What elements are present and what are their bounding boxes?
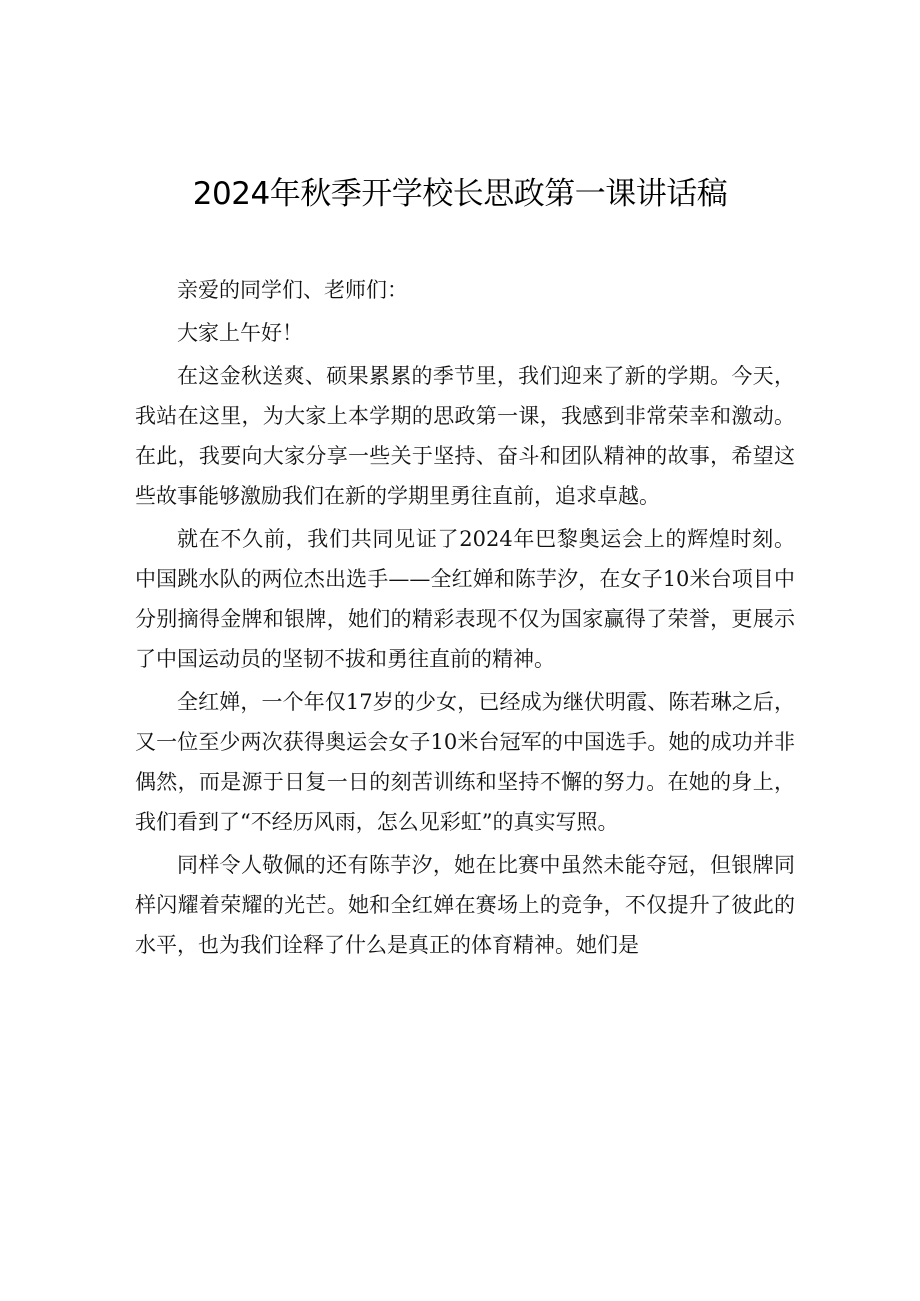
- document-title: 2024年秋季开学校长思政第一课讲话稿: [192, 176, 728, 212]
- paragraph-1: 在这金秋送爽、硕果累累的季节里，我们迎来了新的学期。今天，我站在这里，为大家上本学期的思政第一课，我感到非常荣幸和激动。在此，我要向大家分享一些关于坚持、奋斗和团队精神的故事，希望这些故事能够激励我们在新的学期里勇往直前，追求卓越。: [135, 364, 795, 508]
- paragraph-2: 就在不久前，我们共同见证了2024年巴黎奥运会上的辉煌时刻。中国跳水队的两位杰出选手——全红婵和陈芋汐，在女子10米台项目中分别摘得金牌和银牌，她们的精彩表现不仅为国家赢得了荣誉，更展示了中国运动员的坚韧不拔和勇往直前的精神。: [135, 527, 795, 671]
- salutation: 亲爱的同学们、老师们：: [177, 278, 408, 302]
- paragraph-4: 同样令人敬佩的还有陈芋汐，她在比赛中虽然未能夺冠，但银牌同样闪耀着荣耀的光芒。她和全红婵在赛场上的竞争，不仅提升了彼此的水平，也为我们诠释了什么是真正的体育精神。她们是: [135, 853, 795, 957]
- greeting: 大家上午好！: [177, 321, 303, 345]
- paragraph-3: 全红婵，一个年仅17岁的少女，已经成为继伏明霞、陈若琳之后，又一位至少两次获得奥运会女子10米台冠军的中国选手。她的成功并非偶然，而是源于日复一日的刻苦训练和坚持不懈的努力。在她的身上，我们看到了“不经历风雨，怎么见彩虹”的真实写照。: [135, 690, 795, 834]
- document-body: [135, 270, 795, 968]
